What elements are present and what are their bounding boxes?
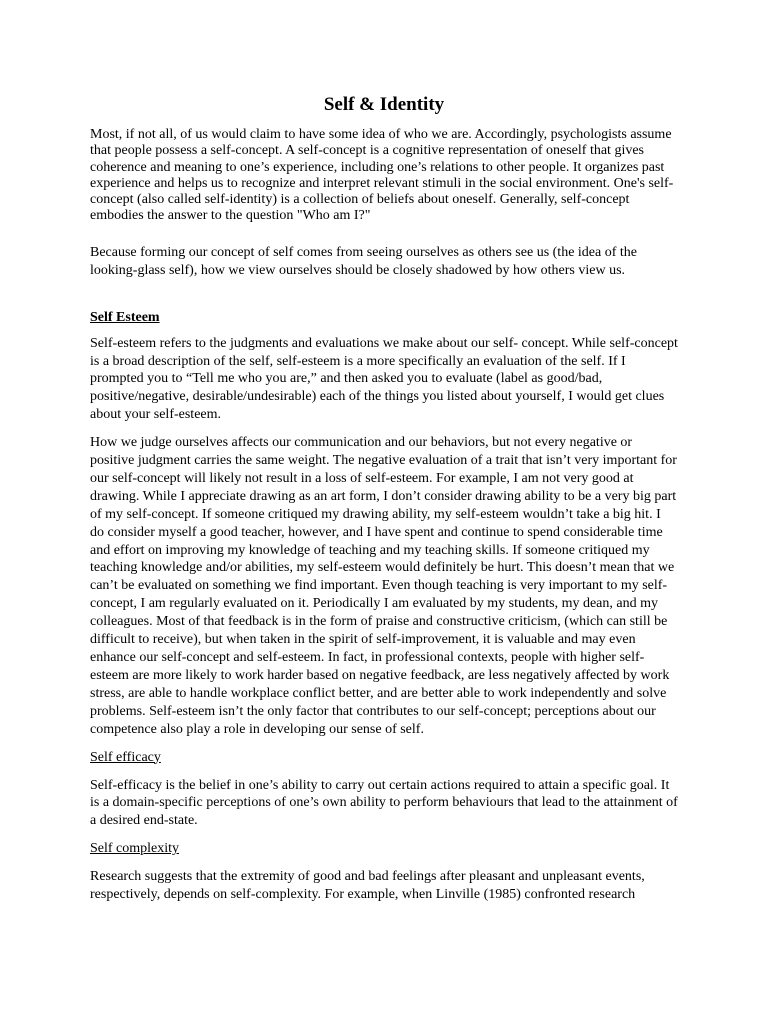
self-esteem-paragraph-2: How we judge ourselves affects our communication and our behaviors, but not every negative or positive judgment carries the same weight. The negative evaluation of a trait that isn’t very important for our self-concept will likely not result in a loss of self-esteem. For example, I am not very good at drawing. While I appreciate drawing as an art form, I don’t consider drawing ability to be a very big part of my self-concept. If someone critiqued my drawing ability, my self-esteem wouldn’t take a big hit. I do consider myself a good teacher, however, and I have spent and continue to spend considerable time and effort on improving my knowledge of teaching and my teaching skills. If someone critiqued my teaching knowledge and/or abilities, my self-esteem would definitely be hurt. This doesn’t mean that we can’t be evaluated on something we find important. Even though teaching is very important to my self-concept, I am regularly evaluated on it. Periodically I am evaluated by my students, my dean, and my colleagues. Most of that feedback is in the form of praise and constructive criticism, (which can still be difficult to receive), but when taken in the spirit of self-improvement, it is valuable and may even enhance our self-concept and self-esteem. In fact, in professional contexts, people with higher self- esteem are more likely to work harder based on negative feedback, are less negatively affected by work stress, are able to handle workplace conflict better, and are better able to work independently and solve problems. Self-esteem isn’t the only factor that contributes to our self-concept; perceptions about our competence also play a role in developing our sense of self.: [90, 435, 677, 737]
intro-paragraph-2: Because forming our concept of self comes from seeing ourselves as others see us (the idea of the looking-glass self), how we view ourselves should be closely shadowed by how others view us.: [90, 244, 637, 278]
spacer: [90, 280, 678, 309]
spacer: [90, 767, 678, 777]
spacer: [90, 858, 678, 868]
section-heading-self-complexity: Self complexity: [90, 841, 180, 857]
intro-paragraph-1: Most, if not all, of us would claim to have some idea of who we are. Accordingly, psychologists assume that people possess a self-concept. A self-concept is a cognitive representation of oneself that gives coherence and meaning to one’s experience, including one’s relations to other people. It organizes past experience and helps us to recognize and interpret relevant stimuli in the social environment. One's self-concept (also called self-identity) is a collection of beliefs about oneself. Generally, self-concept embodies the answer to the question "Who am I?": [90, 127, 674, 224]
section-heading-self-esteem: Self Esteem: [90, 309, 160, 325]
spacer: [90, 225, 678, 244]
self-complexity-paragraph: Research suggests that the extremity of good and bad feelings after pleasant and unpleasant events, respectively, depends on self-complexity. For example, when Linville (1985) confronted research: [90, 869, 645, 903]
spacer: [90, 424, 678, 434]
spacer: [90, 830, 678, 840]
section-heading-self-efficacy: Self efficacy: [90, 749, 161, 765]
spacer: [90, 739, 678, 749]
self-efficacy-paragraph: Self-efficacy is the belief in one’s ability to carry out certain actions required to attain a specific goal. It is a domain-specific perceptions of one’s own ability to perform behaviours that lead to the attainment of a desired end-state.: [90, 777, 678, 829]
document-title: Self & Identity: [323, 94, 445, 115]
spacer: [90, 327, 678, 335]
self-esteem-paragraph-1: Self-esteem refers to the judgments and evaluations we make about our self- concept. While self-concept is a broad description of the self, self-esteem is a more specifically an evaluation of the self. If I prompted you to “Tell me who you are,” and then asked you to evaluate (label as good/bad, positive/negative, desirable/undesirable) each of the things you listed about yourself, I would get clues about your self-esteem.: [90, 335, 678, 423]
document-page: [90, 93, 678, 904]
